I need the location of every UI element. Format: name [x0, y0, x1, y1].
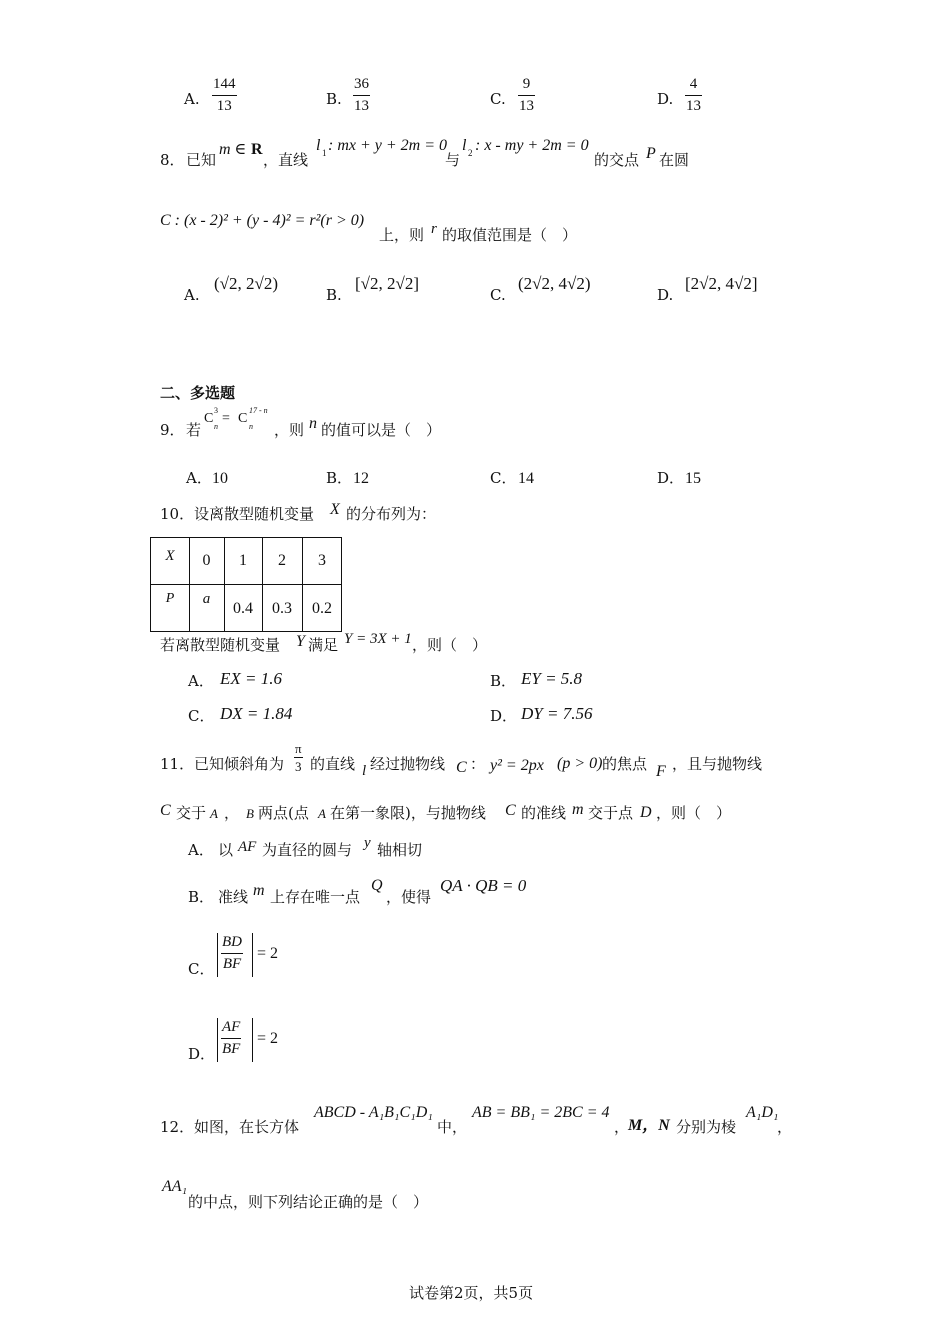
q11-option-a-af: AF	[238, 839, 257, 855]
q9-combination-c2: C	[238, 411, 248, 426]
q10-option-b-expr: EY = 5.8	[521, 669, 583, 688]
q12-text-6: 的中点，则下列结论正确的是（ ）	[188, 1193, 429, 1211]
q11-point-d: D	[640, 804, 652, 821]
table-cell: 0.2	[312, 599, 332, 617]
q11-option-c-fraction	[221, 934, 243, 973]
q11-text-7: ，	[224, 804, 240, 822]
q9-sup-2: 17 - n	[249, 406, 268, 415]
abs-bar-left	[217, 1018, 218, 1062]
q11-c-2: C	[160, 802, 171, 819]
fraction-bar	[221, 1038, 241, 1039]
q11-option-d-label: D．	[188, 1045, 216, 1063]
q10-option-b-label: B．	[490, 672, 517, 690]
q8-l2-equation: : x - my + 2m = 0	[475, 137, 589, 154]
q9-option-c-value: 14	[518, 470, 534, 487]
q9-number: 9．	[160, 421, 185, 439]
q8-number: 8．	[160, 151, 185, 169]
fraction-denominator: 13	[686, 98, 701, 114]
q8-text-3: 与	[445, 151, 461, 169]
table-cell: 0.4	[233, 599, 253, 617]
fraction-bar	[518, 95, 535, 96]
q12-text-4: 分别为棱	[676, 1118, 737, 1136]
q11-colon: ：	[470, 755, 486, 773]
q8-r: r	[431, 221, 437, 237]
q9-combination-c: C	[204, 411, 214, 426]
q7-option-a-label: A.	[184, 90, 200, 108]
table-cell: 0	[202, 552, 211, 569]
fraction-denominator: BF	[222, 956, 242, 972]
q8-real-set: R	[251, 141, 263, 158]
table-cell: 0.3	[272, 599, 292, 617]
q9-text-3: 的值可以是（ ）	[321, 421, 442, 439]
page-footer: 试卷第2页，共5页	[409, 1284, 534, 1302]
q9-sub-1: n	[214, 422, 218, 431]
fraction-denominator: BF	[222, 1041, 241, 1057]
q8-option-b-expr: [√2, 2√2]	[355, 274, 419, 293]
q8-point-p: P	[646, 145, 656, 162]
q7-option-a-fraction	[212, 76, 237, 115]
q11-text-9: 在第一象限)，与抛物线	[330, 804, 486, 822]
q8-text-5: 在圆	[659, 151, 690, 169]
q7-option-d-label: D.	[657, 90, 674, 108]
q10-option-d-expr: DY = 7.56	[521, 704, 593, 723]
q11-condition: (p > 0)	[557, 755, 603, 772]
fraction-bar	[685, 95, 702, 96]
fraction-denominator: 3	[295, 759, 302, 774]
q9-option-d-value: 15	[685, 470, 701, 487]
q11-option-b-m: m	[253, 882, 265, 899]
q11-option-d-rhs: = 2	[257, 1030, 279, 1047]
q11-option-a-text-2: 为直径的圆与	[262, 841, 353, 859]
fraction-bar	[221, 953, 243, 954]
q10-option-a-label: A．	[188, 672, 214, 690]
q11-text-4: 的焦点	[602, 755, 648, 773]
q9-equals: =	[222, 411, 230, 426]
q11-parabola: y² = 2px	[490, 757, 544, 774]
q11-option-b-expr: QA · QB = 0	[440, 876, 527, 895]
q11-option-a-text-3: 轴相切	[377, 841, 423, 859]
q10-text-5: ，则（ ）	[412, 636, 488, 654]
fraction-bar	[212, 95, 237, 96]
fraction-denominator: 13	[354, 98, 369, 114]
q9-n: n	[309, 415, 317, 432]
q8-option-a-label: A.	[184, 286, 200, 304]
q10-y-relation: Y = 3X + 1	[344, 631, 412, 647]
q11-text-1: 已知倾斜角为	[194, 755, 285, 773]
q10-distribution-table	[150, 537, 342, 632]
q11-f: F	[656, 763, 666, 780]
q9-sub-2: n	[249, 422, 253, 431]
q11-option-b-label: B．	[188, 888, 215, 906]
q10-option-a-expr: EX = 1.6	[220, 669, 282, 688]
q9-option-d-label: D．	[657, 469, 685, 487]
q11-option-c-label: C．	[188, 960, 215, 978]
q11-c-3: C	[505, 802, 516, 819]
q12-text-3: ，	[614, 1118, 630, 1136]
q10-option-c-label: C．	[188, 707, 215, 725]
q9-option-b-label: B．	[326, 469, 353, 487]
q8-l2-sub: 2	[468, 148, 473, 158]
q11-text-11: 交于点	[588, 804, 634, 822]
q11-option-b-text-1: 准线	[218, 888, 249, 906]
fraction-numerator: 4	[689, 76, 698, 92]
q11-point-b: B	[246, 806, 254, 821]
q9-text-1: 若	[186, 421, 202, 439]
q11-angle-fraction	[294, 742, 303, 773]
q10-option-c-expr: DX = 1.84	[220, 704, 293, 723]
q11-text-8: 两点(点	[258, 804, 309, 822]
table-cell: 3	[318, 552, 326, 569]
q12-text-1: 如图，在长方体	[194, 1118, 300, 1136]
table-header-x: X	[165, 547, 175, 564]
q8-option-b-label: B.	[326, 286, 342, 304]
q11-text-2: 的直线	[310, 755, 356, 773]
q8-m-expr: m ∈	[219, 141, 247, 158]
table-cell-a: a	[202, 590, 211, 607]
q12-equation: AB = BB₁ = 2BC = 4	[472, 1104, 610, 1121]
q10-number: 10．	[160, 505, 195, 523]
fraction-numerator: 36	[354, 76, 369, 92]
q8-option-c-expr: (2√2, 4√2)	[518, 274, 591, 293]
q11-point-a: A	[210, 806, 218, 821]
q12-text-5: ，	[777, 1118, 793, 1136]
q8-option-d-label: D.	[657, 286, 674, 304]
table-header-p: P	[165, 591, 175, 606]
q8-option-c-label: C.	[490, 286, 506, 304]
q8-text-4: 的交点	[594, 151, 640, 169]
q8-text-6: 上，则	[379, 226, 425, 244]
fraction-numerator: 9	[522, 76, 531, 92]
q12-edge-2: AA₁	[162, 1178, 188, 1195]
q8-text-1: 已知	[186, 151, 217, 169]
q9-sup-1: 3	[214, 406, 218, 415]
q7-option-d-fraction	[685, 76, 702, 115]
q10-option-d-label: D．	[490, 707, 518, 725]
q11-number: 11．	[160, 755, 195, 773]
fraction-denominator: 13	[519, 98, 534, 114]
q7-option-b-label: B.	[326, 90, 342, 108]
table-cell: 2	[278, 552, 286, 569]
q10-y: Y	[296, 633, 305, 650]
q8-circle-equation: C : (x - 2)² + (y - 4)² = r²(r > 0)	[160, 212, 365, 229]
q12-mn: M，N	[628, 1117, 670, 1134]
q11-option-a-label: A．	[188, 841, 214, 859]
q7-option-b-fraction	[353, 76, 370, 115]
q8-l1-equation: : mx + y + 2m = 0	[328, 137, 448, 154]
q8-option-d-expr: [2√2, 4√2]	[685, 274, 758, 293]
fraction-numerator: BD	[222, 934, 242, 950]
q12-text-2: 中，	[437, 1118, 468, 1136]
q9-option-b-value: 12	[353, 470, 369, 487]
q11-m: m	[572, 801, 584, 818]
fraction-numerator: AF	[222, 1019, 241, 1035]
q8-option-a-expr: (√2, 2√2)	[214, 274, 278, 293]
q8-text-7: 的取值范围是（ ）	[442, 226, 578, 244]
table-cell: 1	[239, 552, 247, 569]
fraction-bar	[353, 95, 370, 96]
q12-number: 12．	[160, 1118, 195, 1136]
q10-text-3: 若离散型随机变量	[160, 636, 281, 654]
fraction-numerator: π	[295, 741, 302, 756]
q11-text-6: 交于	[176, 804, 207, 822]
q11-option-a-y: y	[364, 835, 371, 851]
q11-option-b-text-3: ，使得	[386, 888, 432, 906]
fraction-numerator: 144	[213, 76, 236, 92]
q7-option-c-fraction	[518, 76, 535, 115]
q10-x: X	[330, 501, 340, 518]
q9-text-2: ，则	[274, 421, 305, 439]
q11-point-a-2: A	[318, 806, 326, 821]
q11-option-b-q: Q	[371, 877, 383, 894]
q9-option-c-label: C．	[490, 469, 517, 487]
q11-option-c-rhs: = 2	[257, 945, 279, 962]
q11-option-d-fraction	[221, 1019, 241, 1058]
q11-c: C	[456, 759, 467, 776]
q8-l2-label: l	[462, 137, 467, 154]
q11-option-b-text-2: 上存在唯一点	[270, 888, 361, 906]
fraction-denominator: 13	[216, 98, 232, 114]
q11-text-12: ，则（ ）	[656, 804, 732, 822]
q8-l1-sub: 1	[322, 148, 327, 158]
q10-text-1: 设离散型随机变量	[194, 505, 315, 523]
fraction-bar	[294, 757, 303, 758]
q10-text-2: 的分布列为：	[346, 505, 437, 523]
q11-text-5: ，且与抛物线	[672, 755, 763, 773]
abs-bar-right	[252, 1018, 253, 1062]
q10-text-4: 满足	[308, 636, 339, 654]
q11-option-a-text-1: 以	[218, 841, 234, 859]
section-title-multiple-choice: 二、多选题	[160, 384, 236, 402]
q8-text-2: ，直线	[263, 151, 309, 169]
abs-bar-right	[252, 933, 253, 977]
q11-text-3: 经过抛物线	[370, 755, 446, 773]
q7-option-c-label: C.	[490, 90, 506, 108]
q12-cuboid: ABCD - A₁B₁C₁D₁	[314, 1104, 433, 1121]
q9-option-a-value: 10	[212, 470, 228, 487]
q9-option-a-label: A．	[186, 469, 212, 487]
abs-bar-left	[217, 933, 218, 977]
q11-text-10: 的准线	[521, 804, 567, 822]
q8-l1-label: l	[316, 137, 321, 154]
q11-l: l	[362, 763, 367, 779]
q12-edge-1: A₁D₁	[746, 1104, 779, 1121]
